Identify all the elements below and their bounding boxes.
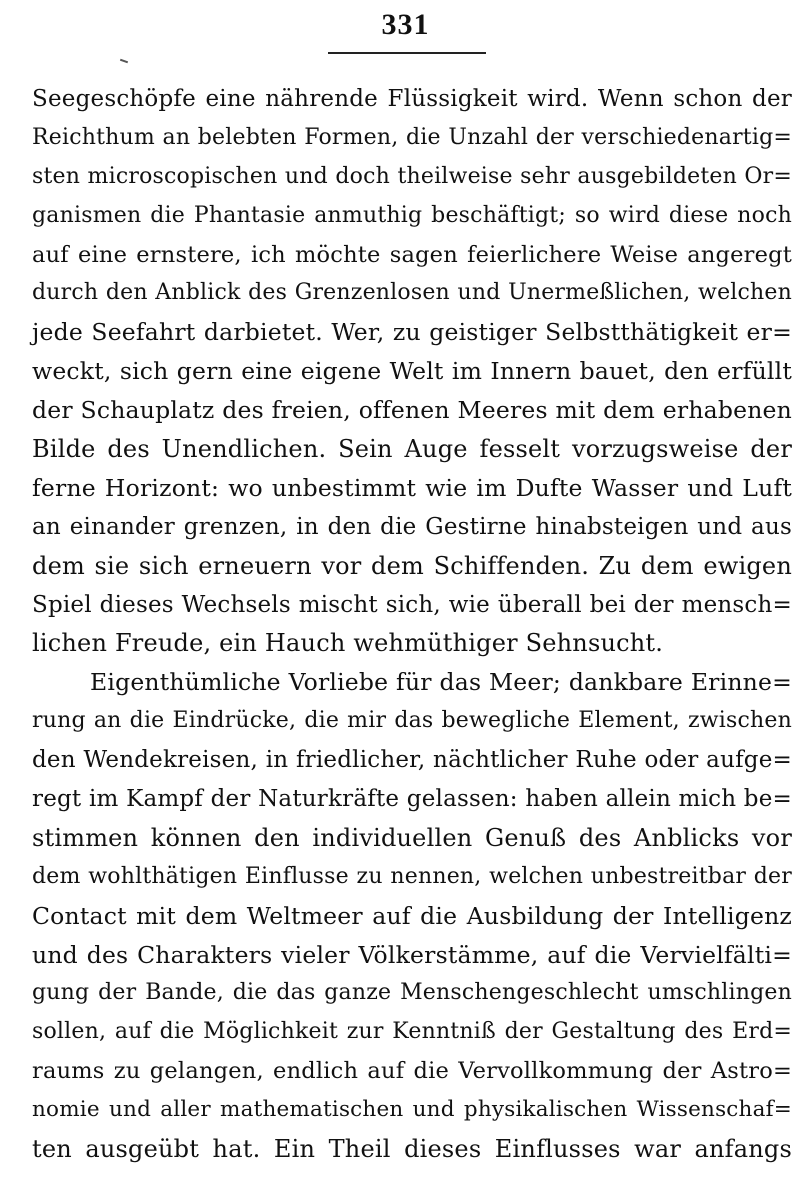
- text-line: lichen Freude, ein Hauch wehmüthiger Sehnsucht.: [32, 629, 664, 658]
- text-line: rung an die Eindrücke, die mir das bewegliche Element, zwischen: [32, 708, 792, 734]
- text-line: durch den Anblick des Grenzenlosen und Unermeßlichen, welchen: [32, 280, 792, 306]
- text-line: sten microscopischen und doch theilweise sehr ausgebildeten Or=: [32, 163, 792, 189]
- text-line: auf eine ernstere, ich möchte sagen feierlichere Weise angeregt: [32, 241, 792, 268]
- text-line: an einander grenzen, in den die Gestirne hinabsteigen und aus: [32, 513, 792, 540]
- text-line: Eigenthümliche Vorliebe für das Meer; dankbare Erinne=: [90, 668, 792, 697]
- text-line: dem wohlthätigen Einflusse zu nennen, welchen unbestreitbar der: [32, 863, 792, 889]
- text-line: ferne Horizont: wo unbestimmt wie im Dufte Wasser und Luft: [32, 473, 792, 502]
- page-number: 331: [381, 8, 430, 41]
- text-line: Contact mit dem Weltmeer auf die Ausbildung der Intelligenz: [32, 901, 792, 930]
- header-rule: [328, 52, 486, 54]
- text-line: weckt, sich gern eine eigene Welt im Innern bauet, den erfüllt: [32, 357, 792, 386]
- text-line: regt im Kampf der Naturkräfte gelassen: haben allein mich be=: [32, 786, 792, 813]
- text-line: gung der Bande, die das ganze Menschengeschlecht umschlingen: [32, 980, 792, 1006]
- text-line: ganismen die Phantasie anmuthig beschäftigt; so wird diese noch: [32, 202, 792, 228]
- text-line: raums zu gelangen, endlich auf die Vervollkommung der Astro=: [32, 1058, 792, 1085]
- print-speck: [120, 59, 128, 64]
- text-line: Seegeschöpfe eine nährende Flüssigkeit wird. Wenn schon der: [32, 86, 792, 112]
- text-line: ten ausgeübt hat. Ein Theil dieses Einflusses war anfangs: [32, 1135, 792, 1164]
- text-line: den Wendekreisen, in friedlicher, nächtlicher Ruhe oder aufge=: [32, 747, 792, 774]
- text-line: nomie und aller mathematischen und physikalischen Wissenschaf=: [32, 1097, 792, 1123]
- text-line: sollen, auf die Möglichkeit zur Kenntniß der Gestaltung des Erd=: [32, 1019, 792, 1045]
- text-line: der Schauplatz des freien, offenen Meeres mit dem erhabenen: [32, 396, 792, 425]
- body-text: [32, 80, 792, 1169]
- text-line: jede Seefahrt darbietet. Wer, zu geistiger Selbstthätigkeit er=: [32, 318, 792, 347]
- text-line: Reichthum an belebten Formen, die Unzahl der verschiedenartig=: [32, 124, 792, 150]
- text-line: Spiel dieses Wechsels mischt sich, wie überall bei der mensch=: [32, 591, 792, 618]
- text-line: dem sie sich erneuern vor dem Schiffenden. Zu dem ewigen: [32, 551, 792, 580]
- text-line: und des Charakters vieler Völkerstämme, auf die Vervielfälti=: [32, 940, 792, 969]
- text-line: stimmen können den individuellen Genuß des Anblicks vor: [32, 823, 792, 852]
- text-line: Bilde des Unendlichen. Sein Auge fesselt vorzugsweise der: [32, 435, 792, 464]
